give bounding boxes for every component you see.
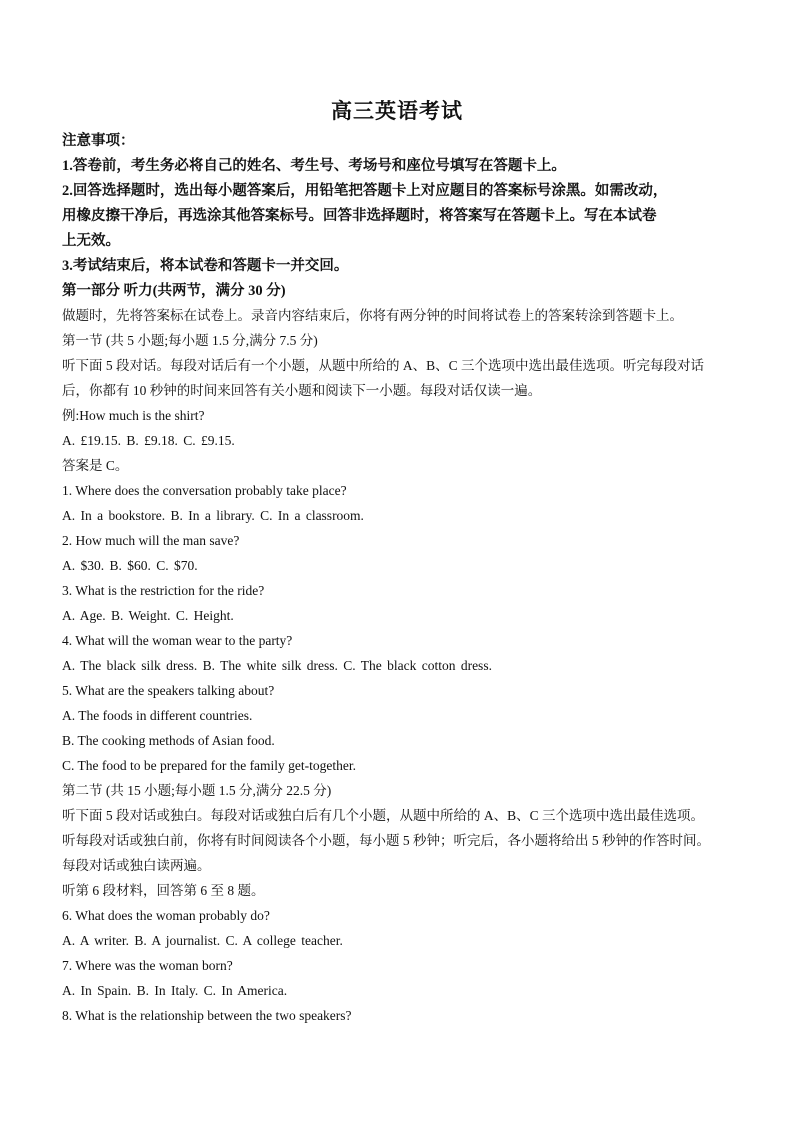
question-5-option-a: A. The foods in different countries. bbox=[62, 708, 253, 723]
section1-intro-line-1: 听下面 5 段对话。每段对话后有一个小题，从题中所给的 A、B、C 三个选项中选出最佳选项。听完每段对话 bbox=[62, 358, 705, 373]
notice-item-3: 3.考试结束后，将本试卷和答题卡一并交回。 bbox=[62, 258, 349, 274]
notice-item-1: 1.答卷前，考生务必将自己的姓名、考生号、考场号和座位号填写在答题卡上。 bbox=[62, 158, 566, 174]
example-question: 例:How much is the shirt? bbox=[62, 408, 205, 423]
question-5: 5. What are the speakers talking about? bbox=[62, 683, 275, 698]
part1-intro: 做题时，先将答案标在试卷上。录音内容结束后，你将有两分钟的时间将试卷上的答案转涂到答题卡上。 bbox=[62, 308, 683, 323]
question-6-options: A. A writer. B. A journalist. C. A college teacher. bbox=[62, 933, 343, 948]
notice-item-2-line-2: 用橡皮擦干净后，再选涂其他答案标号。回答非选择题时，将答案写在答题卡上。写在本试卷 bbox=[62, 208, 657, 224]
section1-intro-line-2: 后，你都有 10 秒钟的时间来回答有关小题和阅读下一小题。每段对话仅读一遍。 bbox=[62, 383, 542, 398]
question-1: 1. Where does the conversation probably take place? bbox=[62, 483, 347, 498]
notice-heading: 注意事项： bbox=[62, 133, 135, 149]
example-answer: 答案是 C。 bbox=[62, 458, 129, 473]
section1-heading: 第一节 (共 5 小题;每小题 1.5 分,满分 7.5 分) bbox=[62, 333, 318, 348]
question-8: 8. What is the relationship between the two speakers? bbox=[62, 1008, 352, 1023]
page-title: 高三英语考试 bbox=[331, 99, 463, 123]
section2-heading: 第二节 (共 15 小题;每小题 1.5 分,满分 22.5 分) bbox=[62, 783, 332, 798]
question-3: 3. What is the restriction for the ride? bbox=[62, 583, 265, 598]
material-6-instruction: 听第 6 段材料，回答第 6 至 8 题。 bbox=[62, 883, 265, 898]
question-7: 7. Where was the woman born? bbox=[62, 958, 233, 973]
notice-item-2-line-3: 上无效。 bbox=[62, 233, 120, 249]
question-6: 6. What does the woman probably do? bbox=[62, 908, 270, 923]
question-2: 2. How much will the man save? bbox=[62, 533, 240, 548]
question-1-options: A. In a bookstore. B. In a library. C. In a classroom. bbox=[62, 508, 364, 523]
question-2-options: A. $30. B. $60. C. $70. bbox=[62, 558, 198, 573]
question-4: 4. What will the woman wear to the party? bbox=[62, 633, 293, 648]
question-7-options: A. In Spain. B. In Italy. C. In America. bbox=[62, 983, 288, 998]
notice-item-2-line-1: 2.回答选择题时，选出每小题答案后，用铅笔把答题卡上对应题目的答案标号涂黑。如需改动， bbox=[62, 183, 668, 199]
section2-intro-line-2: 听每段对话或独白前，你将有时间阅读各个小题，每小题 5 秒钟；听完后，各小题将给出 5 秒钟的作答时间。 bbox=[62, 833, 710, 848]
section2-intro-line-3: 每段对话或独白读两遍。 bbox=[62, 858, 211, 873]
question-5-option-b: B. The cooking methods of Asian food. bbox=[62, 733, 275, 748]
question-4-options: A. The black silk dress. B. The white silk dress. C. The black cotton dress. bbox=[62, 658, 492, 673]
question-3-options: A. Age. B. Weight. C. Height. bbox=[62, 608, 234, 623]
part1-heading: 第一部分 听力(共两节，满分 30 分) bbox=[62, 283, 286, 299]
example-options: A. £19.15. B. £9.18. C. £9.15. bbox=[62, 433, 235, 448]
section2-intro-line-1: 听下面 5 段对话或独白。每段对话或独白后有几个小题，从题中所给的 A、B、C 三个选项中选出最佳选项。 bbox=[62, 808, 705, 823]
question-5-option-c: C. The food to be prepared for the family get-together. bbox=[62, 758, 357, 773]
